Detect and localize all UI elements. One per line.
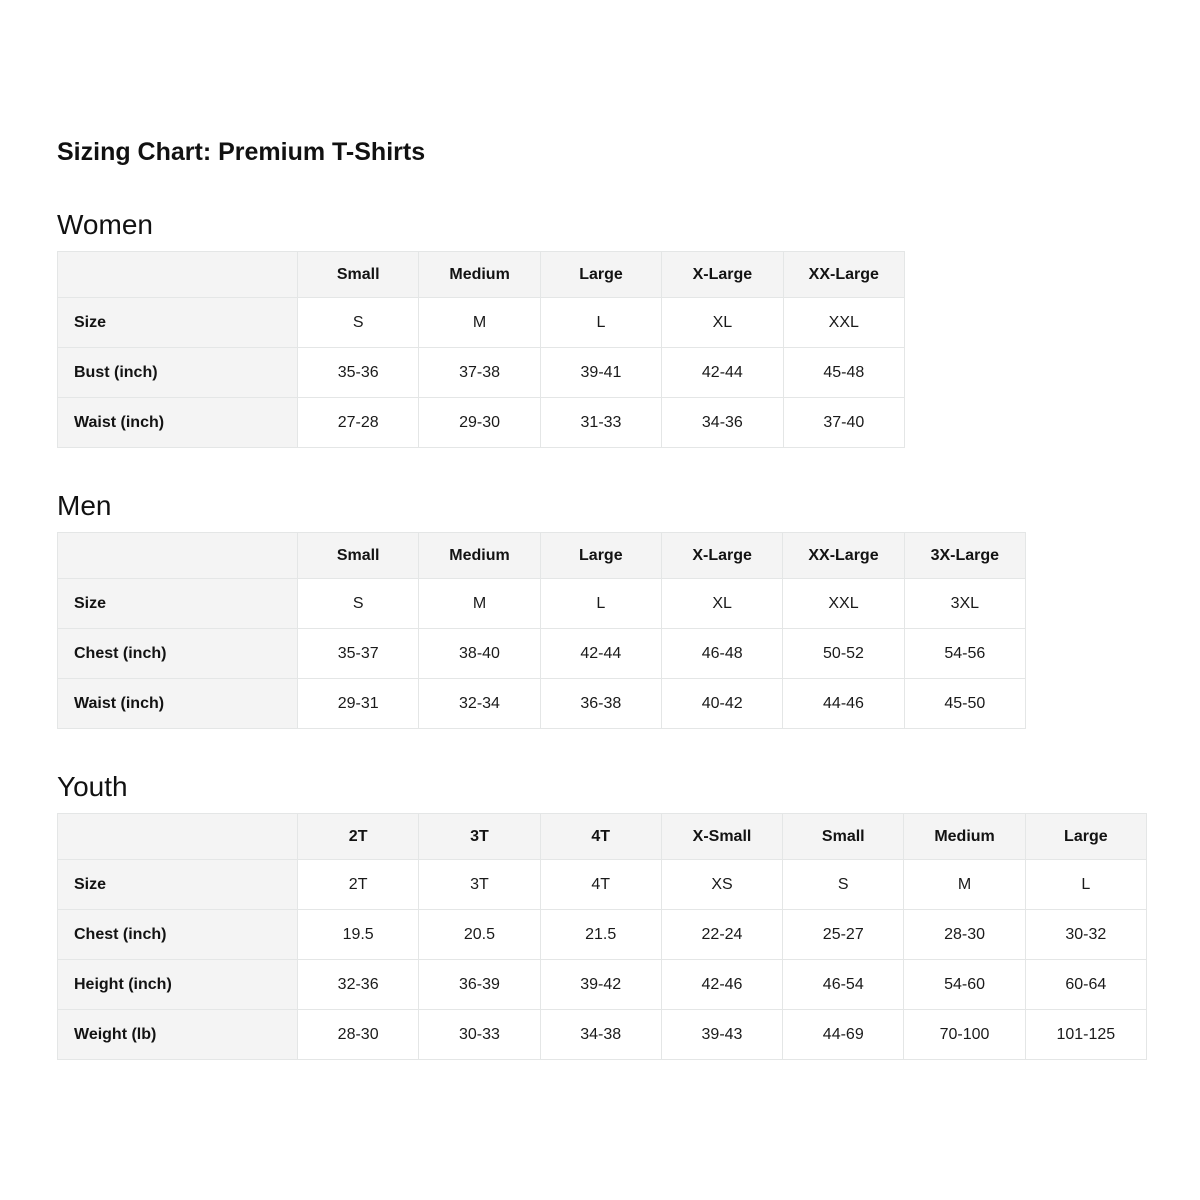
cell-value: 37-40 — [783, 398, 904, 448]
cell-value: 39-43 — [661, 1010, 782, 1060]
cell-value: 31-33 — [540, 398, 661, 448]
table-row — [58, 398, 905, 448]
cell-value: 44-46 — [783, 679, 904, 729]
cell-value: 20.5 — [419, 910, 540, 960]
column-header: Large — [1025, 814, 1146, 860]
cell-value: 2T — [298, 860, 419, 910]
size-section-women — [57, 208, 1150, 448]
cell-value: 29-30 — [419, 398, 540, 448]
column-header: Large — [540, 533, 661, 579]
size-table-women — [57, 251, 905, 448]
size-section-men — [57, 489, 1150, 729]
cell-value: 30-32 — [1025, 910, 1146, 960]
cell-value: 42-46 — [661, 960, 782, 1010]
column-header: Small — [783, 814, 904, 860]
row-label: Height (inch) — [58, 960, 298, 1010]
cell-value: 29-31 — [298, 679, 419, 729]
row-label: Chest (inch) — [58, 629, 298, 679]
cell-value: XS — [661, 860, 782, 910]
page-title: Sizing Chart: Premium T-Shirts — [57, 138, 426, 166]
row-label: Size — [58, 298, 298, 348]
cell-value: M — [419, 298, 540, 348]
column-header: Medium — [904, 814, 1025, 860]
cell-value: 34-38 — [540, 1010, 661, 1060]
row-label: Weight (lb) — [58, 1010, 298, 1060]
section-heading-women: Women — [57, 209, 153, 240]
cell-value: 38-40 — [419, 629, 540, 679]
cell-value: 19.5 — [298, 910, 419, 960]
corner-cell — [58, 252, 298, 298]
cell-value: XXL — [783, 298, 904, 348]
cell-value: S — [298, 298, 419, 348]
row-label: Waist (inch) — [58, 398, 298, 448]
cell-value: 34-36 — [662, 398, 783, 448]
cell-value: 27-28 — [298, 398, 419, 448]
column-header: 3T — [419, 814, 540, 860]
cell-value: M — [419, 579, 540, 629]
cell-value: 3T — [419, 860, 540, 910]
table-row — [58, 298, 905, 348]
column-header: Small — [298, 533, 419, 579]
cell-value: 101-125 — [1025, 1010, 1146, 1060]
header-row — [58, 533, 1026, 579]
cell-value: 54-60 — [904, 960, 1025, 1010]
corner-cell — [58, 814, 298, 860]
cell-value: 44-69 — [783, 1010, 904, 1060]
row-label: Chest (inch) — [58, 910, 298, 960]
cell-value: 46-54 — [783, 960, 904, 1010]
table-row — [58, 679, 1026, 729]
cell-value: L — [540, 298, 661, 348]
cell-value: 39-42 — [540, 960, 661, 1010]
cell-value: 39-41 — [540, 348, 661, 398]
table-row — [58, 910, 1147, 960]
column-header: Medium — [419, 252, 540, 298]
table-row — [58, 629, 1026, 679]
cell-value: 32-36 — [298, 960, 419, 1010]
table-row — [58, 579, 1026, 629]
row-label: Size — [58, 579, 298, 629]
cell-value: 28-30 — [904, 910, 1025, 960]
cell-value: 60-64 — [1025, 960, 1146, 1010]
column-header: X-Small — [661, 814, 782, 860]
cell-value: 54-56 — [904, 629, 1025, 679]
column-header: XX-Large — [783, 252, 904, 298]
cell-value: 42-44 — [662, 348, 783, 398]
cell-value: M — [904, 860, 1025, 910]
row-label: Bust (inch) — [58, 348, 298, 398]
cell-value: S — [298, 579, 419, 629]
cell-value: 36-38 — [540, 679, 661, 729]
table-row — [58, 1010, 1147, 1060]
column-header: X-Large — [661, 533, 782, 579]
size-table-men — [57, 532, 1026, 729]
column-header: Medium — [419, 533, 540, 579]
column-header: Large — [540, 252, 661, 298]
column-header: 4T — [540, 814, 661, 860]
header-row — [58, 252, 905, 298]
row-label: Waist (inch) — [58, 679, 298, 729]
cell-value: 35-36 — [298, 348, 419, 398]
cell-value: XL — [661, 579, 782, 629]
column-header: 3X-Large — [904, 533, 1025, 579]
cell-value: 22-24 — [661, 910, 782, 960]
cell-value: 42-44 — [540, 629, 661, 679]
cell-value: L — [540, 579, 661, 629]
sections-container — [57, 208, 1150, 1060]
column-header: 2T — [298, 814, 419, 860]
table-row — [58, 860, 1147, 910]
cell-value: 30-33 — [419, 1010, 540, 1060]
cell-value: 45-48 — [783, 348, 904, 398]
size-section-youth — [57, 770, 1150, 1060]
cell-value: XXL — [783, 579, 904, 629]
corner-cell — [58, 533, 298, 579]
cell-value: XL — [662, 298, 783, 348]
section-heading-men: Men — [57, 490, 112, 521]
table-row — [58, 960, 1147, 1010]
cell-value: 4T — [540, 860, 661, 910]
size-table-youth — [57, 813, 1147, 1060]
cell-value: 35-37 — [298, 629, 419, 679]
row-label: Size — [58, 860, 298, 910]
table-row — [58, 348, 905, 398]
cell-value: 50-52 — [783, 629, 904, 679]
cell-value: 45-50 — [904, 679, 1025, 729]
cell-value: 46-48 — [661, 629, 782, 679]
column-header: X-Large — [662, 252, 783, 298]
column-header: Small — [298, 252, 419, 298]
cell-value: L — [1025, 860, 1146, 910]
cell-value: 70-100 — [904, 1010, 1025, 1060]
header-row — [58, 814, 1147, 860]
cell-value: 3XL — [904, 579, 1025, 629]
cell-value: 28-30 — [298, 1010, 419, 1060]
cell-value: 40-42 — [661, 679, 782, 729]
cell-value: 32-34 — [419, 679, 540, 729]
cell-value: 37-38 — [419, 348, 540, 398]
cell-value: 21.5 — [540, 910, 661, 960]
column-header: XX-Large — [783, 533, 904, 579]
cell-value: S — [783, 860, 904, 910]
cell-value: 36-39 — [419, 960, 540, 1010]
cell-value: 25-27 — [783, 910, 904, 960]
section-heading-youth: Youth — [57, 771, 128, 802]
